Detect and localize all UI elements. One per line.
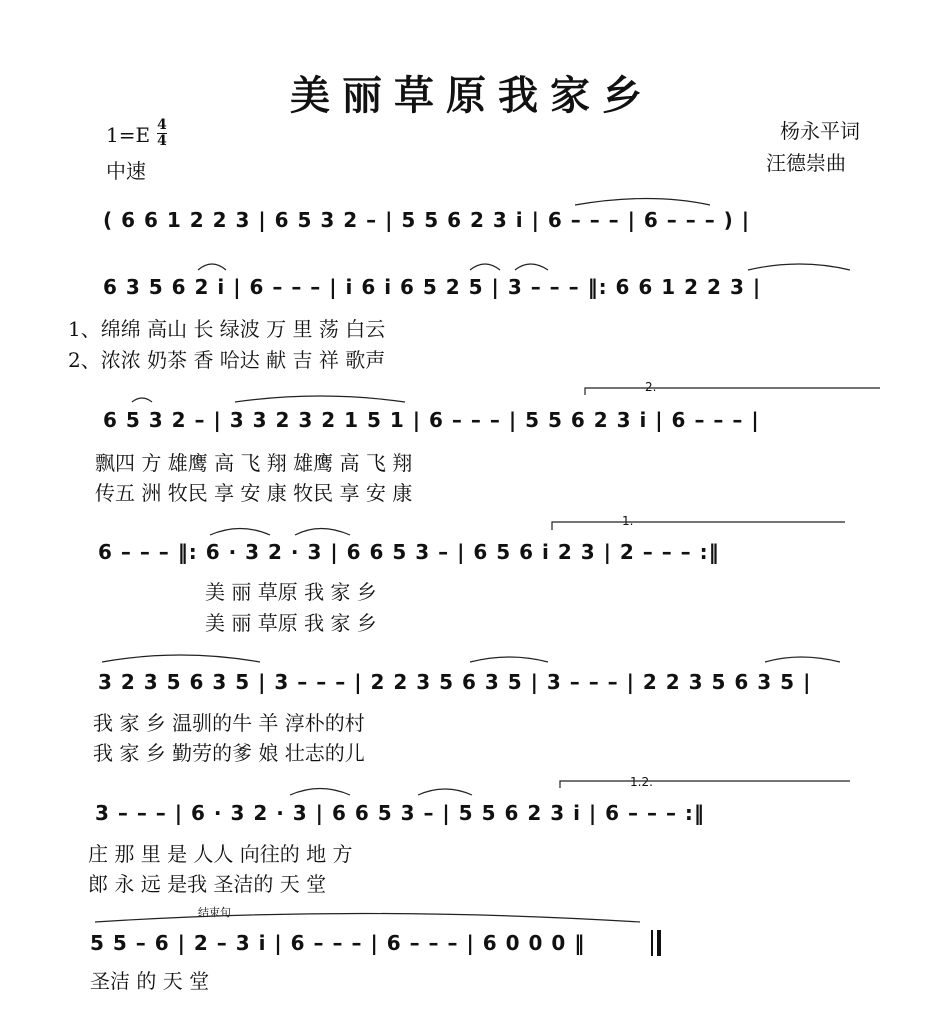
tie-slur — [95, 914, 640, 923]
staff-line-2-lyrics-verse-2: 2、浓浓 奶茶 香 哈达 献 吉 祥 歌声 — [68, 348, 386, 372]
final-barline-thick — [657, 930, 661, 956]
tie-slur — [132, 398, 152, 402]
tie-slur — [765, 657, 840, 662]
staff-line-7-lyrics: 圣洁 的 天 堂 — [90, 969, 210, 993]
tie-slur — [102, 655, 260, 662]
staff-line-5-lyrics-verse-1: 我 家 乡 温驯的牛 羊 淳朴的村 — [93, 711, 365, 735]
staff-line-3-notes: 6 5 3 2 – | 3 3 2 3 2 1 5 1 | 6 – – – | 5 5 6 2 3 i | 6 – – – | — [103, 408, 760, 432]
staff-line-2-lyrics-verse-1: 1、绵绵 高山 长 绿波 万 里 荡 白云 — [68, 317, 386, 341]
tie-slur — [198, 264, 226, 270]
volta-first-ending: 1. — [622, 514, 634, 528]
volta-first-second-ending: 1.2. — [630, 775, 653, 789]
tempo-marking: 中速 — [106, 159, 146, 183]
composer-credit: 汪德崇曲 — [766, 151, 846, 175]
staff-line-4-lyrics-verse-2: 美 丽 草原 我 家 乡 — [205, 611, 377, 635]
tie-slur — [290, 789, 350, 796]
staff-line-6-notes: 3 – – – | 6 · 3 2 · 3 | 6 6 5 3 – | 5 5 6 2 3 i | 6 – – – :‖ — [95, 801, 705, 825]
staff-line-5-lyrics-verse-2: 我 家 乡 勤劳的爹 娘 壮志的儿 — [93, 741, 365, 765]
staff-line-5-notes: 3 2 3 5 6 3 5 | 3 – – – | 2 2 3 5 6 3 5 | 3 – – – | 2 2 3 5 6 3 5 | — [98, 670, 812, 694]
volta-second-ending: 2. — [645, 380, 657, 394]
tie-slur — [235, 396, 405, 402]
final-barline-thin — [651, 930, 653, 956]
staff-line-4-lyrics-verse-1: 美 丽 草原 我 家 乡 — [205, 580, 377, 604]
staff-line-3-lyrics-verse-2: 传五 洲 牧民 享 安 康 牧民 享 安 康 — [95, 481, 413, 505]
tie-slur — [575, 199, 710, 206]
staff-line-1-notes: ( 6 6 1 2 2 3 | 6 5 3 2 – | 5 5 6 2 3 i | 6 – – – | 6 – – – ) | — [103, 208, 751, 232]
volta-bracket — [560, 781, 850, 788]
tie-slur — [295, 529, 350, 536]
staff-line-4-notes: 6 – – – ‖: 6 · 3 2 · 3 | 6 6 5 3 – | 6 5 6 i 2 3 | 2 – – – :‖ — [98, 540, 720, 564]
staff-line-2-notes: 6 3 5 6 2 i | 6 – – – | i 6 i 6 5 2 5 | 3 – – – ‖: 6 6 1 2 2 3 | — [103, 275, 762, 299]
staff-line-6-lyrics-verse-1: 庄 那 里 是 人人 向往的 地 方 — [88, 842, 353, 866]
staff-line-6-lyrics-verse-2: 郎 永 远 是我 圣洁的 天 堂 — [88, 872, 327, 896]
staff-line-7-notes: 5 5 – 6 | 2 – 3 i | 6 – – – | 6 – – – | 6 0 0 0 ‖ — [90, 931, 586, 955]
ending-phrase-label: 结束句 — [198, 906, 231, 919]
tie-slur — [515, 264, 548, 270]
song-title: 美丽草原我家乡 — [290, 72, 654, 119]
tie-slur — [210, 529, 270, 536]
volta-bracket — [552, 522, 845, 530]
tie-slur — [748, 264, 850, 270]
key-signature: 1=E — [106, 123, 151, 147]
staff-line-3-lyrics-verse-1: 飘四 方 雄鹰 高 飞 翔 雄鹰 高 飞 翔 — [95, 451, 413, 475]
time-signature-bottom: 4 — [157, 133, 167, 149]
lyricist-credit: 杨永平词 — [780, 119, 860, 143]
tie-slur — [470, 657, 548, 662]
tie-slur — [470, 264, 500, 270]
time-signature-top: 4 — [157, 117, 167, 133]
volta-bracket — [585, 388, 880, 395]
tie-slur — [418, 789, 472, 795]
